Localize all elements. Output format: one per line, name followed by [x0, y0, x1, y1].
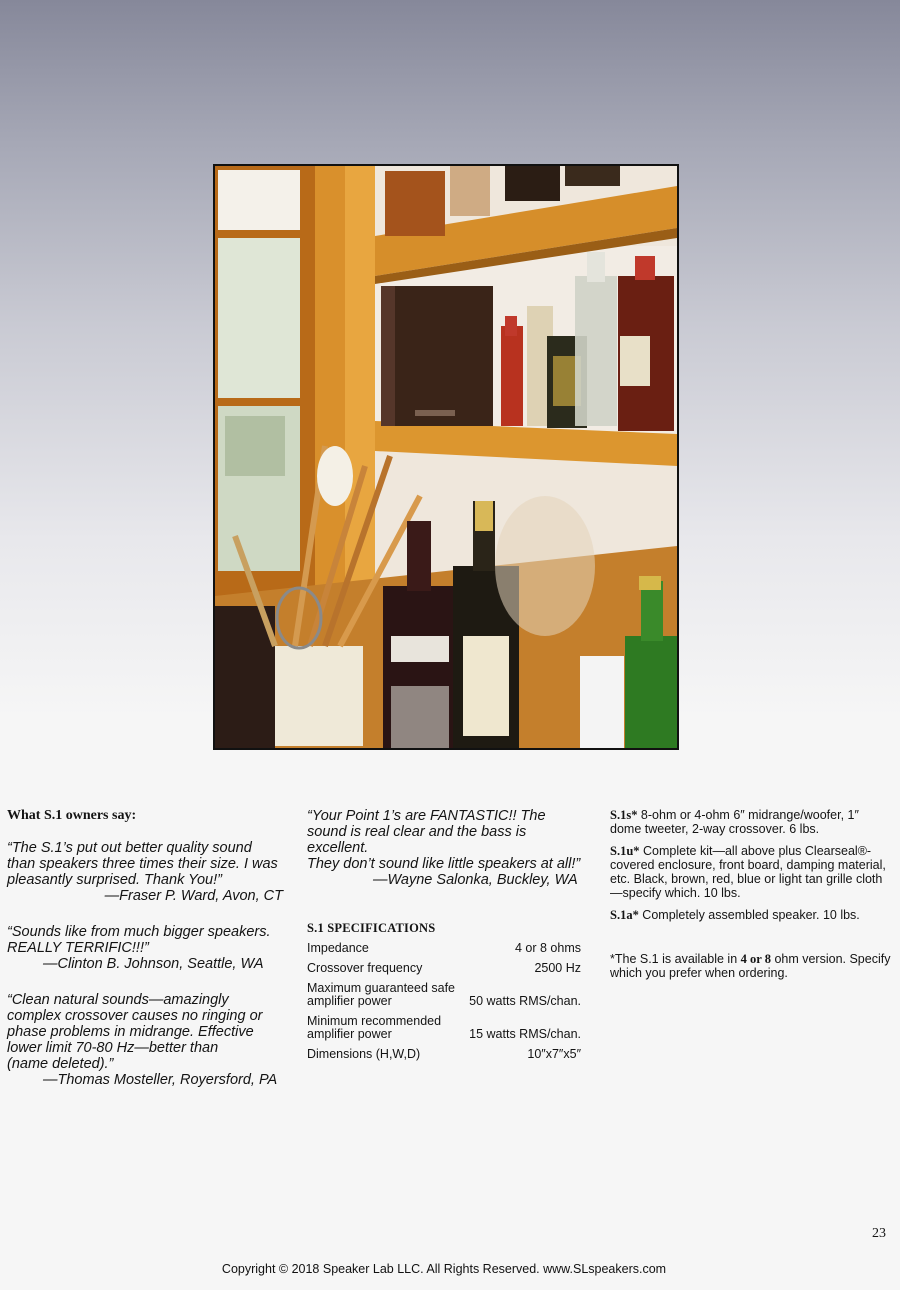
- quote-1: “The S.1’s put out better quality sound than speakers three times their size. I was pleasantly surprised. Thank You!”: [7, 840, 278, 888]
- kitchen-shelf-speaker-photo: [213, 164, 679, 750]
- models-column: [610, 808, 892, 988]
- availability-footnote: *The S.1 is available in 4 or 8 ohm version. Specify which you prefer when ordering.: [610, 952, 891, 980]
- specs-title: S.1 SPECIFICATIONS: [307, 921, 436, 935]
- owners-column: [7, 808, 287, 1108]
- quote-2: “Sounds like from much bigger speakers. REALLY TERRIFIC!!!”: [7, 924, 271, 956]
- model-s1s: S.1s* 8-ohm or 4-ohm 6″ midrange/woofer, 1″ dome tweeter, 2-way crossover. 6 lbs.: [610, 808, 859, 836]
- page-number: 23: [872, 1226, 886, 1241]
- quote-4-attribution: —Wayne Salonka, Buckley, WA: [373, 872, 578, 888]
- spec-row: Minimum recommended amplifier power 15 watts RMS/chan.: [307, 1014, 581, 1041]
- spec-row: Dimensions (H,W,D) 10″x7″x5″: [307, 1047, 581, 1061]
- photo-illustration: [215, 166, 677, 748]
- green-bottle: [625, 636, 677, 748]
- owners-heading: What S.1 owners say:: [7, 808, 137, 823]
- copyright-notice: Copyright © 2018 Speaker Lab LLC. All Rights Reserved. www.SLspeakers.com: [221, 1262, 667, 1276]
- model-s1a: S.1a* Completely assembled speaker. 10 lbs.: [610, 908, 860, 922]
- spec-row: Impedance 4 or 8 ohms: [307, 941, 581, 955]
- spec-row: Maximum guaranteed safe amplifier power 50 watts RMS/chan.: [307, 981, 581, 1008]
- specs-table: [307, 942, 587, 1061]
- speaker-cabinet: [381, 286, 493, 426]
- specs-column: [307, 808, 587, 1068]
- quote-3-attribution: —Thomas Mosteller, Royersford, PA: [43, 1072, 278, 1088]
- model-s1u: S.1u* Complete kit—all above plus Clearseal®-covered enclosure, front board, damping material, etc. Black, brown, red, blue or light tan grille cloth—specify which. 10 lbs.: [610, 844, 886, 900]
- quote-4: “Your Point 1’s are FANTASTIC!! The sound is real clear and the bass is excellent. They don’t sound like little speakers at all!”: [307, 808, 581, 872]
- quote-2-attribution: —Clinton B. Johnson, Seattle, WA: [43, 956, 264, 972]
- spec-row: Crossover frequency 2500 Hz: [307, 961, 581, 975]
- quote-1-attribution: —Fraser P. Ward, Avon, CT: [104, 888, 283, 904]
- quote-3: “Clean natural sounds—amazingly complex crossover causes no ringing or phase problems in midrange. Effective lower limit 70-80 Hz—better than (name deleted).”: [7, 992, 263, 1072]
